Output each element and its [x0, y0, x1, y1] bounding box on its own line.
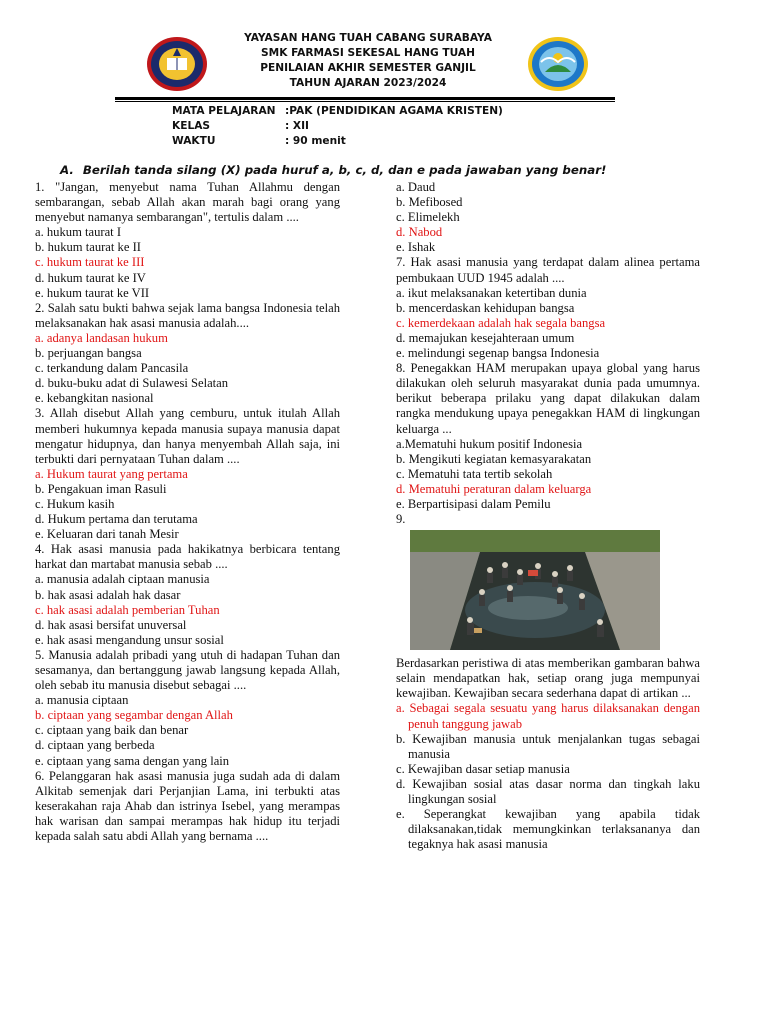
option[interactable]: d. hukum taurat ke IV [35, 270, 146, 285]
option[interactable]: d. ciptaan yang berbeda [35, 738, 155, 753]
meta-value: :PAK (PENDIDIKAN AGAMA KRISTEN) [285, 105, 503, 117]
meta-row [172, 134, 592, 149]
school-title-block [218, 31, 518, 91]
question-2 [35, 301, 340, 407]
option[interactable]: c. Mematuhi tata tertib sekolah [396, 466, 553, 481]
meta-key: WAKTU [172, 135, 216, 147]
option-answer[interactable]: a. Sebagai segala sesuatu yang harus dilaksanakan dengan penuh tanggung jawab [396, 701, 700, 731]
community-cleaning-photo [410, 530, 660, 650]
option[interactable]: b. mencerdaskan kehidupan bangsa [396, 300, 575, 315]
header-line: YAYASAN HANG TUAH CABANG SURABAYA [244, 32, 492, 44]
question-9 [396, 512, 700, 852]
question-text: 3. Allah disebut Allah yang cemburu, untuk itulah Allah memberi hukumnya kepada manusia supaya manusia dapat mengatur hidupnya, dan hanya menyembah Allah saja, ini terbukti dari pernyataan Tuhan dalam .... [35, 406, 340, 466]
meta-row [172, 119, 592, 134]
question-6-options [396, 180, 700, 255]
school-crest-logo [146, 36, 208, 92]
option[interactable]: d. memajukan kesejahteraan umum [396, 330, 575, 345]
question-text: 4. Hak asasi manusia pada hakikatnya berbicara tentang harkat dan martabat manusia sebab .... [35, 542, 340, 572]
option-answer[interactable]: a. Hukum taurat yang pertama [35, 466, 188, 481]
option[interactable]: b. perjuangan bangsa [35, 346, 142, 361]
option[interactable]: b. hak asasi adalah hak dasar [35, 587, 181, 602]
option[interactable]: a. manusia ciptaan [35, 693, 129, 708]
question-text: 8. Penegakkan HAM merupakan upaya global yang harus dilakukan oleh seluruh masyarakat dunia pada umumnya. berikut beberapa prilaku yang dapat dilakukan dalam rangka mendukung upaya penegakkan HAM di lingkungan keluarga ... [396, 361, 700, 436]
question-text: 7. Hak asasi manusia yang terdapat dalam alinea pertama pembukaan UUD 1945 adalah .... [396, 255, 700, 285]
question-3 [35, 406, 340, 542]
question-number: 9. [396, 512, 406, 527]
option[interactable]: a. manusia adalah ciptaan manusia [35, 572, 210, 587]
header-divider-thin [115, 101, 615, 102]
option[interactable]: a. ikut melaksanakan ketertiban dunia [396, 285, 587, 300]
question-8 [396, 361, 700, 512]
question-text: 2. Salah satu bukti bahwa sejak lama bangsa Indonesia telah melaksanakan hak asasi manusia adalah.... [35, 300, 340, 330]
section-letter: A. [60, 163, 74, 177]
option[interactable]: b. Mefibosed [396, 195, 463, 210]
exam-meta [172, 104, 592, 149]
option[interactable]: b. Kewajiban manusia untuk menjalankan tugas sebagai manusia [396, 731, 700, 761]
exam-header [0, 0, 768, 104]
question-6 [35, 769, 340, 844]
meta-key: MATA PELAJARAN [172, 105, 276, 117]
option-answer[interactable]: d. Mematuhi peraturan dalam keluarga [396, 481, 592, 496]
option[interactable]: c. Elimelekh [396, 210, 460, 225]
option[interactable]: e. kebangkitan nasional [35, 391, 154, 406]
questions-right-column [396, 180, 700, 852]
question-text: Berdasarkan peristiwa di atas memberikan gambaran bahwa selain mendapatkan hak, setiap orang juga mempunyai kewajiban. Kewajiban secara sederhana dapat di artikan ... [396, 656, 700, 701]
option[interactable]: d. hak asasi bersifat unuversal [35, 617, 187, 632]
question-5 [35, 648, 340, 769]
meta-value: : 90 menit [285, 135, 346, 147]
option[interactable]: a. Daud [396, 180, 436, 194]
option-answer[interactable]: c. hak asasi adalah pemberian Tuhan [35, 602, 220, 617]
option[interactable]: e. Keluaran dari tanah Mesir [35, 527, 179, 542]
option[interactable]: b. hukum taurat ke II [35, 240, 141, 255]
header-line: TAHUN AJARAN 2023/2024 [289, 77, 447, 89]
option[interactable]: e. ciptaan yang sama dengan yang lain [35, 753, 230, 768]
option[interactable]: c. ciptaan yang baik dan benar [35, 723, 189, 738]
option[interactable]: a. hukum taurat I [35, 225, 122, 240]
option[interactable]: e. Berpartisipasi dalam Pemilu [396, 496, 551, 511]
option-answer[interactable]: c. kemerdekaan adalah hak segala bangsa [396, 315, 606, 330]
option[interactable]: d. Kewajiban sosial atas dasar norma dan tingkah laku lingkungan sosial [396, 776, 700, 806]
option[interactable]: d. buku-buku adat di Sulawesi Selatan [35, 376, 229, 391]
option[interactable]: e. Seperangkat kewajiban yang apabila tidak dilaksanakan,tidak memungkinkan terlaksananya dan tegaknya hak asasi manusia [396, 807, 700, 852]
question-7 [396, 255, 700, 361]
question-1 [35, 180, 340, 301]
question-text: 6. Pelanggaran hak asasi manusia juga sudah ada di dalam Alkitab semenjak dari Perjanjian Lama, ini terbukti atas keserakahan raja Ahab dan istrinya Isebel, yang merampas hak warisan dan sampai merampas hak hidup itu terjadi kepada salah satu abdi Allah yang bernama .... [35, 768, 340, 844]
option[interactable]: c. Kewajiban dasar setiap manusia [396, 761, 570, 776]
option[interactable]: e. hak asasi mengandung unsur sosial [35, 632, 224, 647]
option[interactable]: c. Hukum kasih [35, 496, 115, 511]
questions-left-column [35, 180, 340, 844]
option-answer[interactable]: a. adanya landasan hukum [35, 330, 168, 345]
option[interactable]: c. terkandung dalam Pancasila [35, 361, 189, 376]
instruction-text: Berilah tanda silang (X) pada huruf a, b, c, d, dan e pada jawaban yang benar! [82, 163, 607, 177]
option[interactable]: a.Mematuhi hukum positif Indonesia [396, 436, 583, 451]
header-line: PENILAIAN AKHIR SEMESTER GANJIL [260, 62, 476, 74]
question-4 [35, 542, 340, 648]
option[interactable]: e. Ishak [396, 240, 436, 255]
option-answer[interactable]: d. Nabod [396, 225, 443, 240]
meta-row [172, 104, 592, 119]
foundation-emblem-logo [527, 36, 589, 92]
question-text: 1. "Jangan, menyebut nama Tuhan Allahmu dengan sembarangan, sebab Allah akan marah bagi orang yang menyebut namanya sembarangan", tertulis dalam .... [35, 180, 340, 225]
question-text: 5. Manusia adalah pribadi yang utuh di hadapan Tuhan dan sesamanya, dan bertanggung jawab langsung kepada Allah, oleh sebab itu manusia disebut sebagai .... [35, 647, 340, 693]
option[interactable]: e. melindungi segenap bangsa Indonesia [396, 346, 600, 361]
header-divider [115, 97, 615, 100]
option[interactable]: b. Mengikuti kegiatan kemasyarakatan [396, 451, 592, 466]
option-answer[interactable]: b. ciptaan yang segambar dengan Allah [35, 708, 233, 723]
section-instruction [60, 163, 740, 177]
meta-key: KELAS [172, 120, 211, 132]
option[interactable]: e. hukum taurat ke VII [35, 285, 150, 300]
option[interactable]: d. Hukum pertama dan terutama [35, 512, 198, 527]
option[interactable]: b. Pengakuan iman Rasuli [35, 481, 167, 496]
header-line: SMK FARMASI SEKESAL HANG TUAH [261, 47, 475, 59]
option-answer[interactable]: c. hukum taurat ke III [35, 255, 145, 270]
meta-value: : XII [285, 120, 309, 132]
